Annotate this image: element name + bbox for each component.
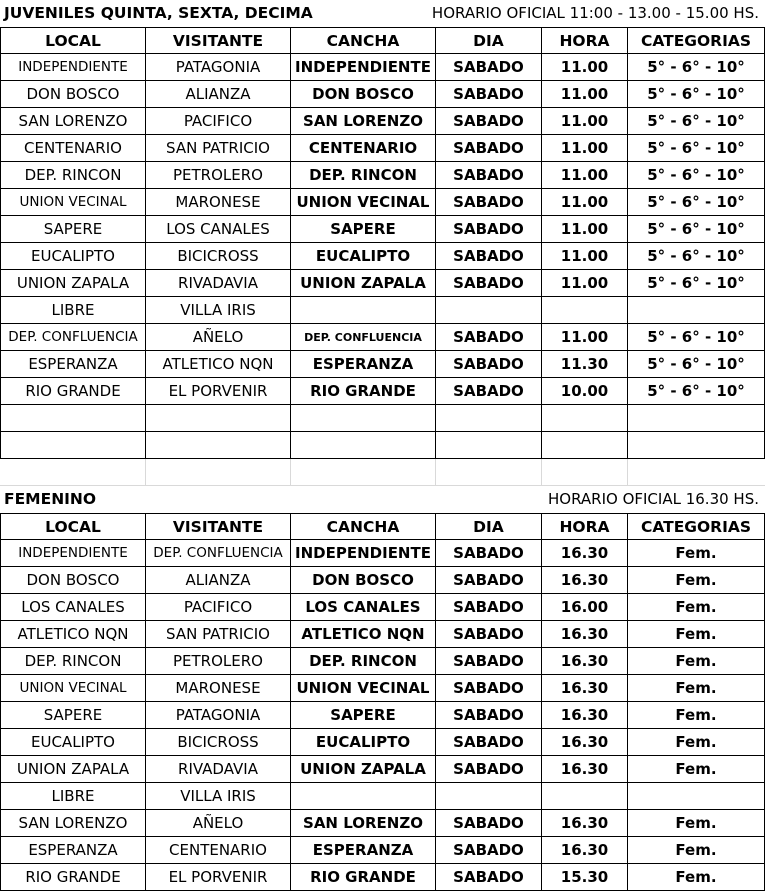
table-row xyxy=(0,378,765,405)
cell-dia: SABADO xyxy=(436,864,542,891)
cell-hora xyxy=(542,297,628,324)
cell-local xyxy=(0,432,146,459)
cell-local: EUCALIPTO xyxy=(0,243,146,270)
table-row xyxy=(0,432,765,459)
table-row xyxy=(0,270,765,297)
cell-local: SAPERE xyxy=(0,216,146,243)
cell-cancha xyxy=(291,405,436,432)
cell-categorias: Fem. xyxy=(628,540,765,567)
cell-visitante: EL PORVENIR xyxy=(146,864,291,891)
cell-dia xyxy=(436,405,542,432)
cell-visitante: AÑELO xyxy=(146,324,291,351)
cell-cancha: DEP. CONFLUENCIA xyxy=(291,324,436,351)
cell-categorias: 5° - 6° - 10° xyxy=(628,162,765,189)
cell-hora: 16.30 xyxy=(542,567,628,594)
cell-cancha: UNION ZAPALA xyxy=(291,756,436,783)
cell-dia: SABADO xyxy=(436,54,542,81)
cell-hora: 16.30 xyxy=(542,729,628,756)
cell-dia: SABADO xyxy=(436,189,542,216)
cell-cancha: DON BOSCO xyxy=(291,81,436,108)
cell-hora: 11.00 xyxy=(542,54,628,81)
column-header-categorias: CATEGORIAS xyxy=(628,27,765,54)
cell-categorias: 5° - 6° - 10° xyxy=(628,270,765,297)
cell-cancha: RIO GRANDE xyxy=(291,378,436,405)
cell-dia: SABADO xyxy=(436,243,542,270)
cell-categorias: 5° - 6° - 10° xyxy=(628,378,765,405)
cell-dia: SABADO xyxy=(436,567,542,594)
column-header-cancha: CANCHA xyxy=(291,27,436,54)
cell-dia: SABADO xyxy=(436,621,542,648)
cell-visitante: RIVADAVIA xyxy=(146,756,291,783)
cell-hora: 11.00 xyxy=(542,243,628,270)
cell-cancha: UNION ZAPALA xyxy=(291,270,436,297)
cell-local: DEP. RINCON xyxy=(0,162,146,189)
cell-dia: SABADO xyxy=(436,675,542,702)
cell-dia: SABADO xyxy=(436,729,542,756)
cell-local: SAN LORENZO xyxy=(0,108,146,135)
table-row xyxy=(0,783,765,810)
column-header-categorias: CATEGORIAS xyxy=(628,513,765,540)
table-row xyxy=(0,621,765,648)
cell-local: EUCALIPTO xyxy=(0,729,146,756)
cell-dia xyxy=(436,297,542,324)
cell-hora: 16.30 xyxy=(542,540,628,567)
cell-visitante: BICICROSS xyxy=(146,729,291,756)
cell-hora: 16.30 xyxy=(542,837,628,864)
juveniles-table xyxy=(0,27,765,459)
cell-categorias: 5° - 6° - 10° xyxy=(628,135,765,162)
cell-local: CENTENARIO xyxy=(0,135,146,162)
cell-categorias: 5° - 6° - 10° xyxy=(628,54,765,81)
cell-categorias: Fem. xyxy=(628,675,765,702)
cell-dia: SABADO xyxy=(436,594,542,621)
cell-dia: SABADO xyxy=(436,378,542,405)
cell-cancha: DEP. RINCON xyxy=(291,162,436,189)
cell-cancha xyxy=(291,297,436,324)
cell-hora: 16.30 xyxy=(542,621,628,648)
cell-local: UNION VECINAL xyxy=(0,675,146,702)
cell-visitante: SAN PATRICIO xyxy=(146,135,291,162)
table-row xyxy=(0,189,765,216)
table-row xyxy=(0,135,765,162)
cell-dia: SABADO xyxy=(436,702,542,729)
cell-visitante: AÑELO xyxy=(146,810,291,837)
cell-cancha: UNION VECINAL xyxy=(291,675,436,702)
cell-visitante: PATAGONIA xyxy=(146,54,291,81)
cell-dia: SABADO xyxy=(436,135,542,162)
section-femenino-title-row xyxy=(0,486,765,513)
cell-local: ATLETICO NQN xyxy=(0,621,146,648)
column-header-visitante: VISITANTE xyxy=(146,513,291,540)
cell-cancha: SAN LORENZO xyxy=(291,810,436,837)
cell-local: LIBRE xyxy=(0,783,146,810)
cell-cancha xyxy=(291,432,436,459)
spacer-row xyxy=(0,459,765,486)
cell-visitante: MARONESE xyxy=(146,189,291,216)
cell-categorias: Fem. xyxy=(628,729,765,756)
cell-categorias: Fem. xyxy=(628,594,765,621)
cell-local: INDEPENDIENTE xyxy=(0,54,146,81)
cell-categorias xyxy=(628,432,765,459)
cell-dia: SABADO xyxy=(436,81,542,108)
cell-cancha: RIO GRANDE xyxy=(291,864,436,891)
cell-categorias: Fem. xyxy=(628,810,765,837)
cell-categorias: Fem. xyxy=(628,864,765,891)
cell-hora: 16.30 xyxy=(542,675,628,702)
cell-local: INDEPENDIENTE xyxy=(0,540,146,567)
cell-hora xyxy=(542,432,628,459)
cell-local: DEP. CONFLUENCIA xyxy=(0,324,146,351)
cell-visitante xyxy=(146,405,291,432)
cell-cancha: SAPERE xyxy=(291,702,436,729)
table-row xyxy=(0,702,765,729)
cell-cancha: INDEPENDIENTE xyxy=(291,54,436,81)
cell-categorias: 5° - 6° - 10° xyxy=(628,243,765,270)
cell-hora: 11.30 xyxy=(542,351,628,378)
cell-cancha: ESPERANZA xyxy=(291,837,436,864)
table-row xyxy=(0,351,765,378)
cell-dia: SABADO xyxy=(436,162,542,189)
cell-categorias: Fem. xyxy=(628,837,765,864)
cell-visitante: ATLETICO NQN xyxy=(146,351,291,378)
cell-local: DEP. RINCON xyxy=(0,648,146,675)
cell-categorias: 5° - 6° - 10° xyxy=(628,351,765,378)
cell-categorias: 5° - 6° - 10° xyxy=(628,81,765,108)
table-row xyxy=(0,108,765,135)
cell-categorias: 5° - 6° - 10° xyxy=(628,108,765,135)
cell-dia: SABADO xyxy=(436,648,542,675)
cell-visitante: BICICROSS xyxy=(146,243,291,270)
section-femenino-schedule: HORARIO OFICIAL 16.30 HS. xyxy=(547,490,759,508)
table-row xyxy=(0,810,765,837)
table-row xyxy=(0,324,765,351)
cell-hora: 11.00 xyxy=(542,270,628,297)
cell-visitante: PATAGONIA xyxy=(146,702,291,729)
cell-visitante: MARONESE xyxy=(146,675,291,702)
cell-cancha: SAN LORENZO xyxy=(291,108,436,135)
cell-categorias xyxy=(628,297,765,324)
table-row xyxy=(0,567,765,594)
table-row xyxy=(0,216,765,243)
cell-dia xyxy=(436,783,542,810)
cell-visitante: PACIFICO xyxy=(146,108,291,135)
cell-visitante: ALIANZA xyxy=(146,81,291,108)
column-header-dia: DIA xyxy=(436,27,542,54)
column-header-hora: HORA xyxy=(542,27,628,54)
cell-visitante: PACIFICO xyxy=(146,594,291,621)
cell-dia: SABADO xyxy=(436,837,542,864)
cell-categorias: 5° - 6° - 10° xyxy=(628,189,765,216)
cell-hora: 11.00 xyxy=(542,135,628,162)
cell-hora: 15.30 xyxy=(542,864,628,891)
cell-local: UNION ZAPALA xyxy=(0,270,146,297)
column-header-hora: HORA xyxy=(542,513,628,540)
cell-hora: 16.30 xyxy=(542,756,628,783)
cell-categorias xyxy=(628,405,765,432)
table-row xyxy=(0,81,765,108)
cell-visitante: LOS CANALES xyxy=(146,216,291,243)
cell-hora: 11.00 xyxy=(542,108,628,135)
cell-categorias: 5° - 6° - 10° xyxy=(628,324,765,351)
cell-cancha: UNION VECINAL xyxy=(291,189,436,216)
section-juveniles-schedule: HORARIO OFICIAL 11:00 - 13.00 - 15.00 HS. xyxy=(431,4,759,22)
cell-cancha: CENTENARIO xyxy=(291,135,436,162)
cell-hora: 11.00 xyxy=(542,162,628,189)
cell-visitante: EL PORVENIR xyxy=(146,378,291,405)
column-header-cancha: CANCHA xyxy=(291,513,436,540)
table-row xyxy=(0,297,765,324)
column-header-dia: DIA xyxy=(436,513,542,540)
cell-visitante: ALIANZA xyxy=(146,567,291,594)
cell-local: ESPERANZA xyxy=(0,837,146,864)
cell-cancha: ESPERANZA xyxy=(291,351,436,378)
cell-hora: 16.30 xyxy=(542,810,628,837)
cell-hora: 16.30 xyxy=(542,702,628,729)
cell-visitante: VILLA IRIS xyxy=(146,297,291,324)
cell-visitante: SAN PATRICIO xyxy=(146,621,291,648)
cell-cancha: LOS CANALES xyxy=(291,594,436,621)
cell-dia: SABADO xyxy=(436,810,542,837)
cell-categorias xyxy=(628,783,765,810)
cell-categorias: 5° - 6° - 10° xyxy=(628,216,765,243)
table-row xyxy=(0,756,765,783)
cell-local: ESPERANZA xyxy=(0,351,146,378)
cell-visitante: DEP. CONFLUENCIA xyxy=(146,540,291,567)
cell-cancha: ATLETICO NQN xyxy=(291,621,436,648)
table-row xyxy=(0,837,765,864)
cell-visitante xyxy=(146,432,291,459)
cell-cancha: EUCALIPTO xyxy=(291,243,436,270)
cell-dia: SABADO xyxy=(436,540,542,567)
cell-hora xyxy=(542,405,628,432)
cell-cancha xyxy=(291,783,436,810)
cell-hora: 10.00 xyxy=(542,378,628,405)
section-femenino-title: FEMENINO xyxy=(4,490,97,508)
table-row xyxy=(0,864,765,891)
cell-local: RIO GRANDE xyxy=(0,378,146,405)
cell-visitante: VILLA IRIS xyxy=(146,783,291,810)
cell-local: UNION VECINAL xyxy=(0,189,146,216)
table-row xyxy=(0,648,765,675)
cell-local: SAPERE xyxy=(0,702,146,729)
cell-dia: SABADO xyxy=(436,756,542,783)
cell-dia: SABADO xyxy=(436,351,542,378)
column-header-visitante: VISITANTE xyxy=(146,27,291,54)
cell-dia: SABADO xyxy=(436,270,542,297)
table-row xyxy=(0,594,765,621)
table-row xyxy=(0,540,765,567)
cell-hora: 11.00 xyxy=(542,324,628,351)
cell-categorias: Fem. xyxy=(628,648,765,675)
table-row xyxy=(0,54,765,81)
column-header-local: LOCAL xyxy=(0,513,146,540)
cell-categorias: Fem. xyxy=(628,567,765,594)
cell-hora: 11.00 xyxy=(542,81,628,108)
table-row xyxy=(0,675,765,702)
cell-cancha: DEP. RINCON xyxy=(291,648,436,675)
cell-local: RIO GRANDE xyxy=(0,864,146,891)
section-juveniles-title-row xyxy=(0,0,765,27)
table-row xyxy=(0,162,765,189)
cell-visitante: RIVADAVIA xyxy=(146,270,291,297)
cell-cancha: INDEPENDIENTE xyxy=(291,540,436,567)
cell-categorias: Fem. xyxy=(628,621,765,648)
column-header-local: LOCAL xyxy=(0,27,146,54)
cell-hora: 11.00 xyxy=(542,189,628,216)
cell-visitante: CENTENARIO xyxy=(146,837,291,864)
cell-local: DON BOSCO xyxy=(0,567,146,594)
cell-dia: SABADO xyxy=(436,216,542,243)
cell-local: UNION ZAPALA xyxy=(0,756,146,783)
femenino-table xyxy=(0,513,765,891)
table-header-row xyxy=(0,513,765,540)
cell-categorias: Fem. xyxy=(628,702,765,729)
cell-hora: 11.00 xyxy=(542,216,628,243)
cell-categorias: Fem. xyxy=(628,756,765,783)
cell-cancha: SAPERE xyxy=(291,216,436,243)
table-header-row xyxy=(0,27,765,54)
cell-dia: SABADO xyxy=(436,324,542,351)
cell-local: LOS CANALES xyxy=(0,594,146,621)
cell-local: DON BOSCO xyxy=(0,81,146,108)
table-row xyxy=(0,729,765,756)
cell-dia: SABADO xyxy=(436,108,542,135)
section-juveniles-title: JUVENILES QUINTA, SEXTA, DECIMA xyxy=(4,4,313,22)
cell-local: LIBRE xyxy=(0,297,146,324)
table-row xyxy=(0,243,765,270)
cell-visitante: PETROLERO xyxy=(146,162,291,189)
cell-local: SAN LORENZO xyxy=(0,810,146,837)
table-row xyxy=(0,405,765,432)
cell-cancha: DON BOSCO xyxy=(291,567,436,594)
cell-local xyxy=(0,405,146,432)
cell-hora: 16.30 xyxy=(542,648,628,675)
cell-dia xyxy=(436,432,542,459)
cell-visitante: PETROLERO xyxy=(146,648,291,675)
cell-cancha: EUCALIPTO xyxy=(291,729,436,756)
cell-hora: 16.00 xyxy=(542,594,628,621)
cell-hora xyxy=(542,783,628,810)
